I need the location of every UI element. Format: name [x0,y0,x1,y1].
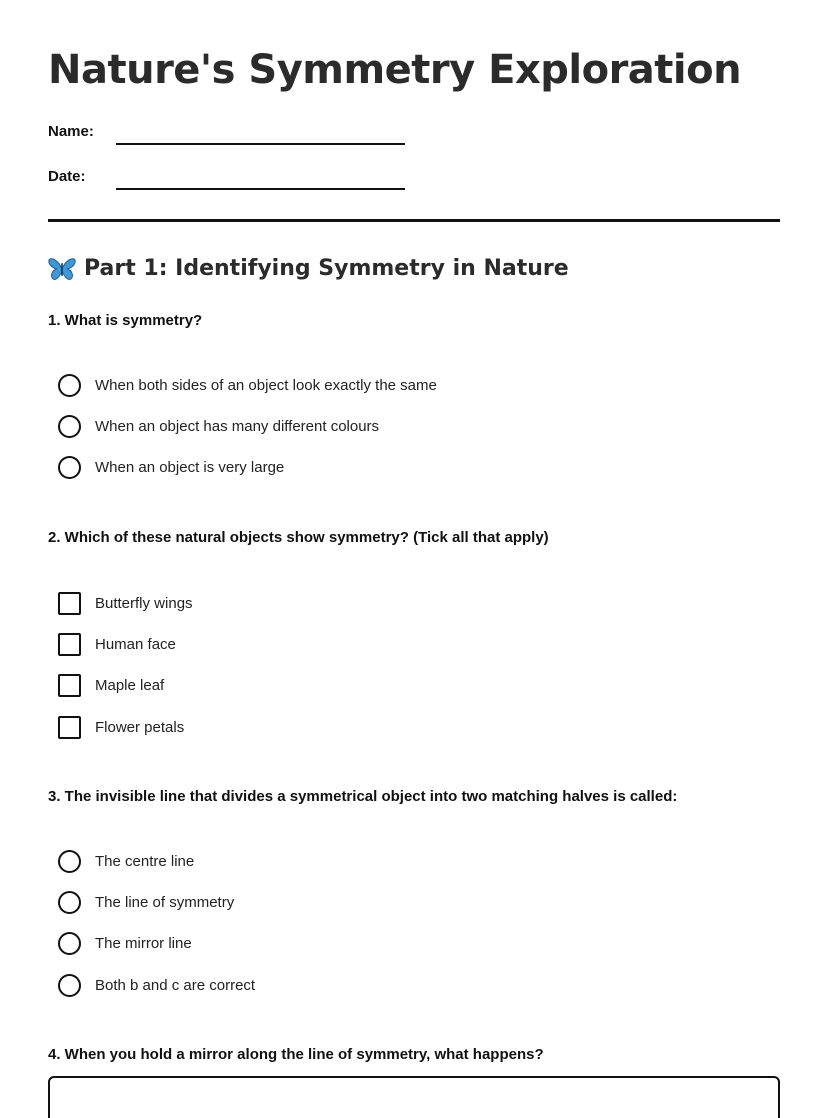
radio-button[interactable] [58,374,81,397]
q1-option-a[interactable] [58,374,437,397]
option-label: The line of symmetry [95,894,235,911]
checkbox[interactable] [58,674,81,697]
option-label: When an object has many different colours [95,418,380,435]
date-input-line[interactable] [116,188,405,190]
option-label: The centre line [95,853,195,870]
question-1: 1. What is symmetry? [48,312,203,329]
q1-option-b[interactable] [58,415,379,438]
part-1-heading-text: Part 1: Identifying Symmetry in Nature [84,256,569,281]
q4-answer-box[interactable] [48,1076,780,1118]
q3-option-b[interactable] [58,891,234,914]
part-1-heading [48,256,569,281]
date-field-row [48,162,405,186]
q2-option-d[interactable] [58,716,184,739]
checkbox[interactable] [58,592,81,615]
q2-option-c[interactable] [58,674,164,697]
radio-button[interactable] [58,415,81,438]
name-label: Name: [48,123,94,140]
name-input-line[interactable] [116,143,405,145]
q3-option-d[interactable] [58,974,255,997]
butterfly-icon [48,257,76,281]
option-label: Human face [95,636,176,653]
option-label: The mirror line [95,935,192,952]
q1-option-c[interactable] [58,456,284,479]
q3-option-a[interactable] [58,850,194,873]
question-2: 2. Which of these natural objects show symmetry? (Tick all that apply) [48,529,549,546]
option-label: Butterfly wings [95,595,193,612]
page-title: Nature's Symmetry Exploration [48,47,742,93]
option-label: Maple leaf [95,677,165,694]
q2-option-a[interactable] [58,592,193,615]
option-label: When an object is very large [95,459,285,476]
q2-option-b[interactable] [58,633,176,656]
question-4: 4. When you hold a mirror along the line of symmetry, what happens? [48,1046,544,1063]
option-label: Both b and c are correct [95,977,256,994]
checkbox[interactable] [58,633,81,656]
radio-button[interactable] [58,891,81,914]
q3-option-c[interactable] [58,932,192,955]
radio-button[interactable] [58,974,81,997]
header-divider [48,219,780,222]
radio-button[interactable] [58,456,81,479]
radio-button[interactable] [58,932,81,955]
checkbox[interactable] [58,716,81,739]
question-3: 3. The invisible line that divides a symmetrical object into two matching halves is called: [48,788,678,805]
date-label: Date: [48,168,86,185]
radio-button[interactable] [58,850,81,873]
name-field-row [48,117,405,141]
option-label: When both sides of an object look exactly the same [95,377,437,394]
option-label: Flower petals [95,719,185,736]
